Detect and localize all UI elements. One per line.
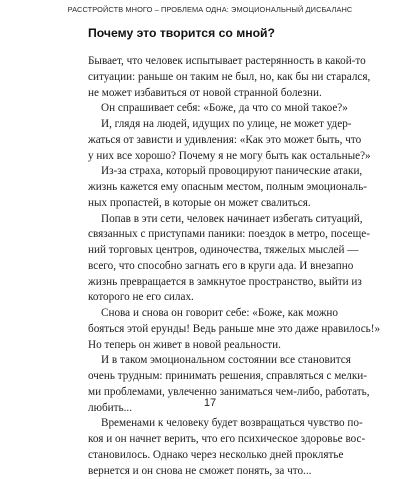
text-line: всего, что способно загнать его в круги ада. И внезапно <box>88 259 338 275</box>
text-line: жизнь кажется ему опасным местом, полным эмоциональ- <box>88 180 338 196</box>
text-line: Временами к человеку будет возвращаться чувство по- <box>88 416 338 432</box>
text-line: Из-за страха, который провоцируют панические атаки, <box>88 164 338 180</box>
text-line: Бывает, что человек испытывает растерянность в какой-то <box>88 54 338 70</box>
text-line: ситуации: раньше он таким не был, но, как бы ни старался, <box>88 70 338 86</box>
text-line: Но теперь он живет в новой реальности. <box>88 338 338 354</box>
text-line: очень трудным: принимать решения, справляться с мелки- <box>88 369 338 385</box>
section-heading: Почему это творится со мной? <box>88 26 275 40</box>
text-line: вернется и он снова не сможет понять, за что... <box>88 464 338 479</box>
running-head: РАССТРОЙСТВ МНОГО – ПРОБЛЕМА ОДНА: ЭМОЦИОНАЛЬНЫЙ ДИСБАЛАНС <box>0 5 420 14</box>
text-line: жизнь превращается в замкнутое пространство, выйти из <box>88 275 338 291</box>
text-line: жаться от зависти и удивления: «Как это может быть, что <box>88 133 338 149</box>
text-line: не может избавиться от новой странной болезни. <box>88 86 338 102</box>
text-line: Попав в эти сети, человек начинает избегать ситуаций, <box>88 212 338 228</box>
text-line: у них все хорошо? Почему я не могу быть как остальные?» <box>88 149 338 165</box>
text-line: коя и он начнет верить, что его психическое здоровье вос- <box>88 432 338 448</box>
text-line: И, глядя на людей, идущих по улице, не может удер- <box>88 117 338 133</box>
text-line: ний торговых центров, одиночества, тяжелых мыслей — <box>88 243 338 259</box>
text-line: Он спрашивает себя: «Боже, да что со мной такое?» <box>88 101 338 117</box>
page-number: 17 <box>0 397 420 409</box>
text-line: И в таком эмоциональном состоянии все становится <box>88 353 338 369</box>
text-line: становилось. Однако через несколько дней проклятье <box>88 448 338 464</box>
text-line: любить... <box>88 401 338 417</box>
text-line: Снова и снова он говорит себе: «Боже, как можно <box>88 306 338 322</box>
text-line: которого не его силах. <box>88 290 338 306</box>
text-line: ми проблемами, увлеченно заниматься чем-либо, работать, <box>88 385 338 401</box>
text-line: связанных с приступами паники: поездок в метро, посеще- <box>88 227 338 243</box>
text-line: бояться этой ерунды! Ведь раньше мне это даже нравилось!» <box>88 322 338 338</box>
body-text <box>88 54 338 479</box>
text-line: ных пропастей, в которые он может свалиться. <box>88 196 338 212</box>
